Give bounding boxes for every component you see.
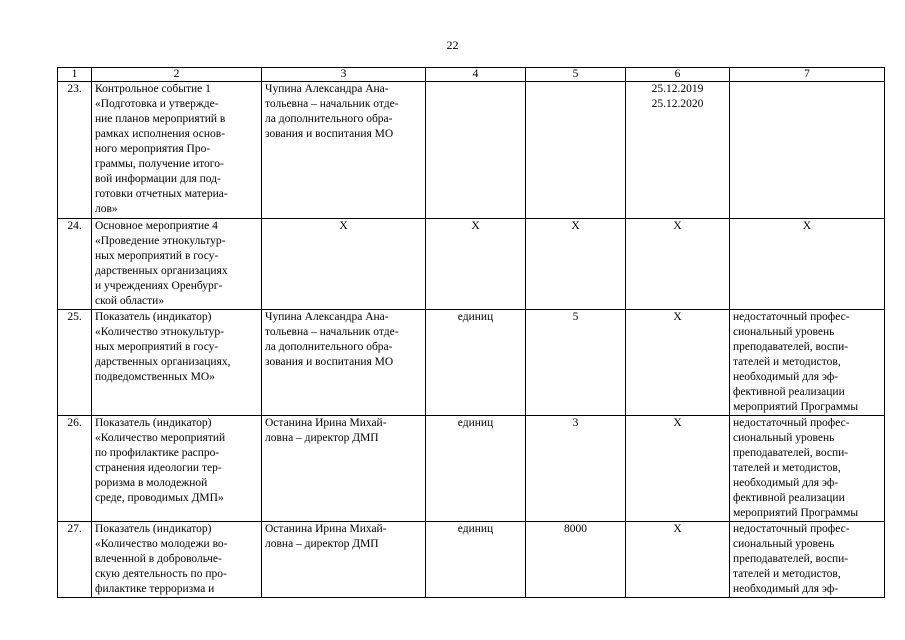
unit-cell xyxy=(426,82,526,219)
risk-cell xyxy=(730,82,885,219)
responsible-person: Останина Ирина Михай- ловна – директор ДМП xyxy=(262,416,426,522)
responsible-person: Чупина Александра Ана- тольевна – начальник отде- ла дополнительного обра- зования и воспитания МО xyxy=(262,310,426,416)
value-cell: 8000 xyxy=(526,522,626,598)
risk-cell: недостаточный профес- сиональный уровень преподавателей, воспи- тателей и методистов, необходимый для эф- фективной реализации мероприятий Программы xyxy=(730,310,885,416)
column-header: 3 xyxy=(262,68,426,82)
risk-cell: недостаточный профес- сиональный уровень преподавателей, воспи- тателей и методистов, необходимый для эф- фективной реализации мероприятий Программы xyxy=(730,416,885,522)
value-cell: 3 xyxy=(526,416,626,522)
deadline-cell: Х xyxy=(626,310,730,416)
column-header: 7 xyxy=(730,68,885,82)
activity-name: Показатель (индикатор) «Количество этнокультур- ных мероприятий в госу- дарственных организациях, подведомственных МО» xyxy=(92,310,262,416)
risk-cell: недостаточный профес- сиональный уровень преподавателей, воспи- тателей и методистов, необходимый для эф- xyxy=(730,522,885,598)
row-number: 27. xyxy=(58,522,92,598)
table-header-row xyxy=(58,68,885,82)
value-cell: Х xyxy=(526,219,626,310)
deadline-cell: 25.12.2019 25.12.2020 xyxy=(626,82,730,219)
table-row xyxy=(58,82,885,219)
table-row xyxy=(58,522,885,598)
responsible-person: Останина Ирина Михай- ловна – директор ДМП xyxy=(262,522,426,598)
table-row xyxy=(58,416,885,522)
row-number: 26. xyxy=(58,416,92,522)
deadline-cell: Х xyxy=(626,219,730,310)
table-row xyxy=(58,310,885,416)
row-number: 24. xyxy=(58,219,92,310)
value-cell xyxy=(526,82,626,219)
page-number: 22 xyxy=(446,38,459,52)
column-header: 4 xyxy=(426,68,526,82)
activity-name: Основное мероприятие 4 «Проведение этнокультур- ных мероприятий в госу- дарственных организациях и учреждениях Оренбург- ской области» xyxy=(92,219,262,310)
responsible-person: Х xyxy=(262,219,426,310)
deadline-cell: Х xyxy=(626,416,730,522)
responsible-person: Чупина Александра Ана- тольевна – начальник отде- ла дополнительного обра- зования и воспитания МО xyxy=(262,82,426,219)
deadline-cell: Х xyxy=(626,522,730,598)
value-cell: 5 xyxy=(526,310,626,416)
program-activities-table xyxy=(57,67,885,598)
unit-cell: единиц xyxy=(426,310,526,416)
row-number: 23. xyxy=(58,82,92,219)
activity-name: Показатель (индикатор) «Количество мероприятий по профилактике распро- странения идеологии тер- роризма в молодежной среде, проводимых ДМП» xyxy=(92,416,262,522)
row-number: 25. xyxy=(58,310,92,416)
column-header: 1 xyxy=(58,68,92,82)
unit-cell: единиц xyxy=(426,522,526,598)
risk-cell: Х xyxy=(730,219,885,310)
column-header: 5 xyxy=(526,68,626,82)
column-header: 2 xyxy=(92,68,262,82)
activity-name: Контрольное событие 1 «Подготовка и утвержде- ние планов мероприятий в рамках исполнения основ- ного мероприятия Про- граммы, получение итого- вой информации для под- готовки отчетных материа- лов» xyxy=(92,82,262,219)
column-header: 6 xyxy=(626,68,730,82)
unit-cell: Х xyxy=(426,219,526,310)
table-row xyxy=(58,219,885,310)
unit-cell: единиц xyxy=(426,416,526,522)
activity-name: Показатель (индикатор) «Количество молодежи во- влеченной в добровольче- скую деятельность по про- филактике терроризма и xyxy=(92,522,262,598)
